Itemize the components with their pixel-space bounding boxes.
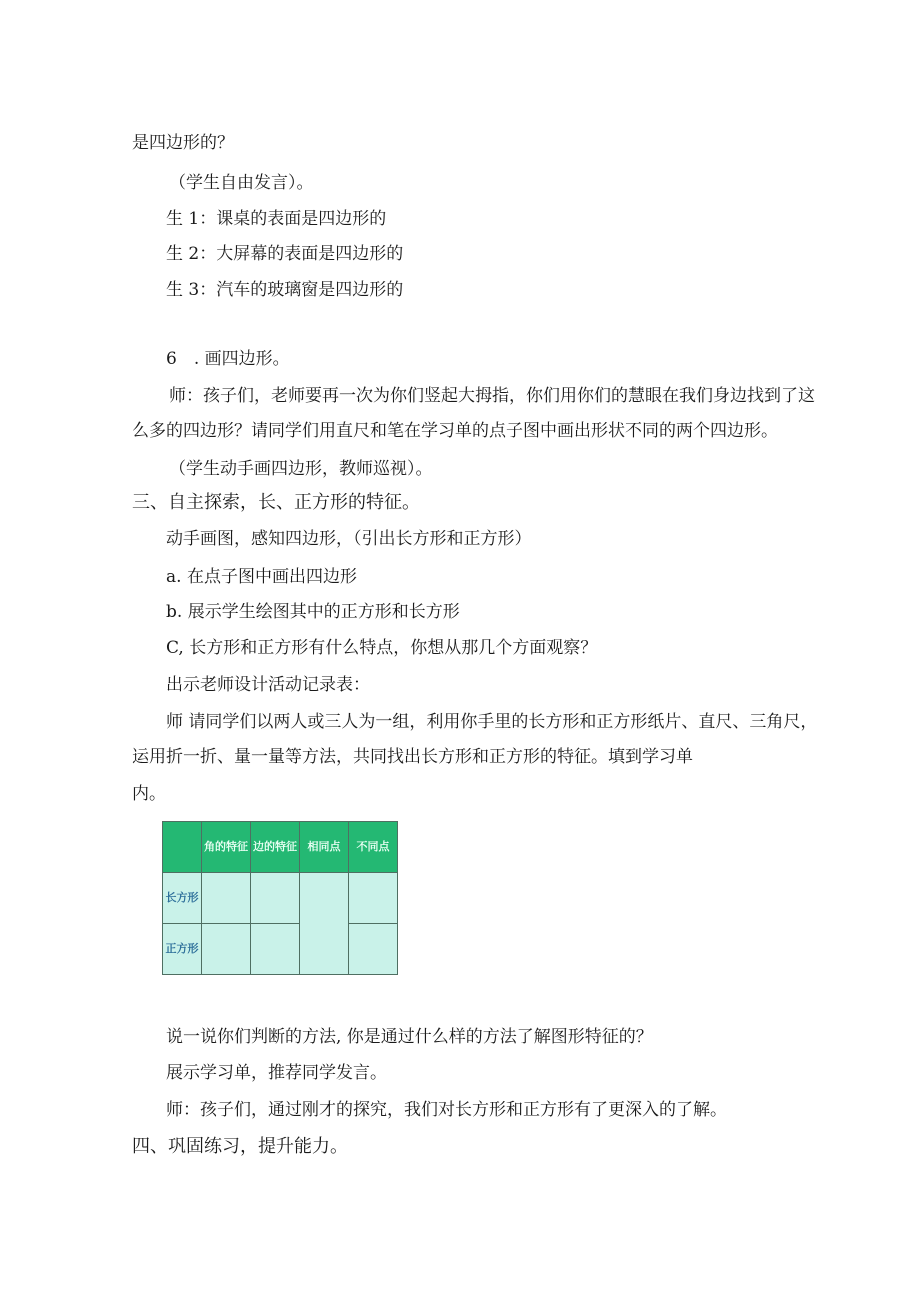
section-heading: 四、巩固练习，提升能力。: [132, 1136, 348, 1157]
text-line: 生 2：大屏幕的表面是四边形的: [166, 244, 404, 264]
table-header-cell: 角的特征: [202, 822, 251, 873]
table-header-cell: 相同点: [300, 822, 349, 873]
text-line: （学生自由发言）。: [169, 173, 314, 193]
table-header-cell: 边的特征: [251, 822, 300, 873]
table-row: [163, 924, 398, 975]
table-cell: [251, 873, 300, 924]
text-line: 展示学习单，推荐同学发言。: [166, 1063, 387, 1083]
text-line: 说一说你们判断的方法, 你是通过什么样的方法了解图形特征的？: [166, 1027, 653, 1047]
text-line: 生 1：课桌的表面是四边形的: [166, 209, 387, 229]
table-header-row: [163, 822, 398, 873]
table-header-cell: 不同点: [349, 822, 398, 873]
section-item-title: 6 . 画四边形。: [166, 349, 290, 369]
text-line: （学生动手画四边形，教师巡视）。: [169, 459, 433, 479]
table-header-cell: [163, 822, 202, 873]
table-cell: [202, 873, 251, 924]
text-line: C, 长方形和正方形有什么特点，你想从那几个方面观察？: [166, 638, 598, 658]
table-cell: [349, 873, 398, 924]
text-line: b. 展示学生绘图其中的正方形和长方形: [166, 602, 460, 622]
text-line: 么多的四边形？请同学们用直尺和笔在学习单的点子图中画出形状不同的两个四边形。: [132, 421, 778, 441]
table-cell: [349, 924, 398, 975]
text-line: 师：孩子们，通过刚才的探究，我们对长方形和正方形有了更深入的了解。: [166, 1100, 727, 1120]
table-row-label: 正方形: [163, 924, 202, 975]
text-line: 生 3：汽车的玻璃窗是四边形的: [166, 280, 404, 300]
text-line: 出示老师设计活动记录表：: [166, 675, 370, 695]
text-line: 动手画图，感知四边形，（引出长方形和正方形）: [166, 529, 532, 549]
text-line: 运用折一折、量一量等方法，共同找出长方形和正方形的特征。填到学习单: [132, 747, 693, 767]
table-cell: [202, 924, 251, 975]
text-line: a. 在点子图中画出四边形: [166, 567, 357, 587]
table-row-label: 长方形: [163, 873, 202, 924]
table-cell: [251, 924, 300, 975]
text-line: 是四边形的？: [132, 133, 234, 153]
text-line: 师 请同学们以两人或三人为一组，利用你手里的长方形和正方形纸片、直尺、三角尺，: [166, 712, 818, 732]
table-cell: [300, 873, 349, 975]
text-line: 师：孩子们，老师要再一次为你们竖起大拇指，你们用你们的慧眼在我们身边找到了这: [169, 386, 815, 406]
section-heading: 三、自主探索，长、正方形的特征。: [132, 492, 420, 513]
activity-record-table: [162, 821, 398, 975]
text-line: 内。: [132, 784, 166, 804]
table-row: [163, 873, 398, 924]
